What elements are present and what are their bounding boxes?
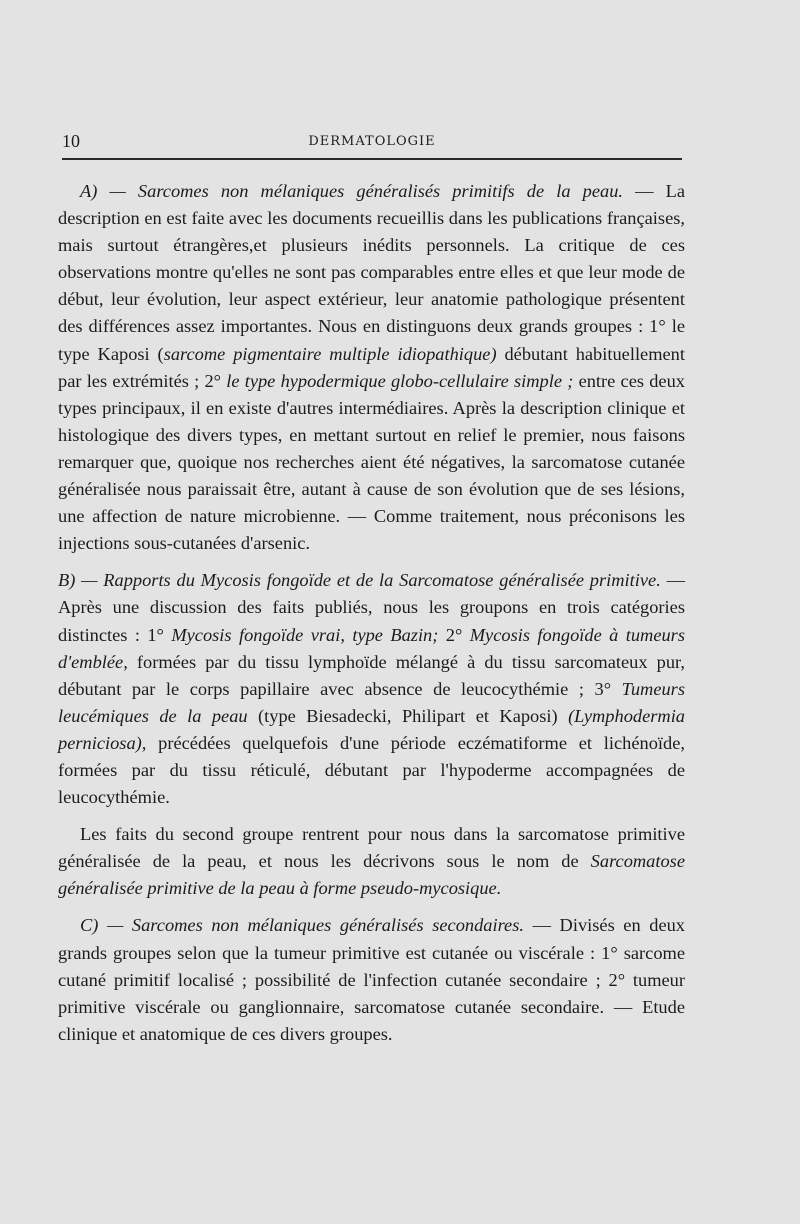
text-run: Les faits du second groupe rentrent pour nous dans la sarcomatose primitive généralisée de la peau, et nous les décrivons sous le nom de — [58, 824, 685, 872]
text-run: A) — Sarcomes non mélaniques généralisés primitifs de la peau. — [80, 181, 623, 201]
text-run: Mycosis fongoïde vrai, type Bazin; — [171, 624, 439, 645]
page-number: 10 — [62, 131, 80, 151]
text-run: Tumeurs leucémiques de la peau — [58, 678, 685, 726]
text-run: Mycosis fongoïde à tumeurs d'emblée, — [58, 624, 685, 672]
page-header — [62, 131, 682, 155]
text-run: sarcome pigmentaire multiple idiopathique) — [163, 343, 497, 364]
body-text — [58, 178, 685, 1058]
text-run: (type Biesadecki, Philipart et Kaposi) — [247, 705, 569, 726]
text-run: débutant habituellement par les extrémités ; 2° — [58, 343, 685, 391]
paragraph-second-group — [58, 821, 685, 902]
text-run: — Après une discussion des faits publiés, nous les groupons en trois catégories distinctes : 1° — [58, 570, 685, 645]
text-run: entre ces deux types principaux, il en existe d'autres intermédiaires. Après la description clinique et histologique des divers types, en mettant surtout en relief le premier, nous faisons remarquer que, quoique nos recherches aient été négatives, la sarcomatose cutanée généralisée nous paraissait être, autant à cause de son évolution que de ses lésions, une affection de nature microbienne. — Comme traitement, nous préconisons les injections sous-cutanées d'arsenic. — [58, 370, 685, 554]
text-run: B) — Rapports du Mycosis fongoïde et de la Sarcomatose généralisée primitive. — [58, 570, 661, 591]
text-run: le type hypodermique globo-cellulaire simple ; — [226, 370, 574, 391]
text-run: formées par du tissu lymphoïde mélangé à du tissu sarcomateux pur, débutant par le corps papillaire avec absence de leucocythémie ; 3° — [58, 651, 685, 699]
running-title: DERMATOLOGIE — [308, 134, 436, 149]
text-run: C) — Sarcomes non mélaniques généralisés secondaires. — [80, 915, 524, 936]
header-rule — [62, 158, 682, 160]
paragraph-a — [58, 178, 685, 557]
text-run: Sarcomatose généralisée primitive de la peau à forme pseudo-mycosique. — [58, 851, 685, 899]
text-run: — La description en est faite avec les documents recueillis dans les publications françaises, mais surtout étrangères,et plusieurs inédits personnels. La critique de ces observations montre qu'elles ne sont pas comparables entre elles et que leur mode de début, leur évolution, leur aspect extérieur, leur anatomie pathologique présentent des différences assez importantes. Nous en distinguons deux grands groupes : 1° le type Kaposi ( — [58, 181, 686, 364]
text-run: (Lymphodermia perniciosa), — [58, 705, 685, 753]
text-run: 2° — [438, 624, 470, 645]
paragraph-c — [58, 912, 685, 1047]
text-run: — Divisés en deux grands groupes selon que la tumeur primitive est cutanée ou viscérale : 1° sarcome cutané primitif localisé ; possibilité de l'infection cutanée secondaire ; 2° tumeur primitive viscérale ou ganglionnaire, sarcomatose cutanée secondaire. — Etude clinique et anatomique de ces divers groupes. — [58, 915, 686, 1044]
paragraph-b — [58, 567, 685, 811]
text-run: précédées quelquefois d'une période eczématiforme et lichénoïde, formées par du tissu réticulé, débutant par l'hypoderme accompagnées de leucocythémie. — [58, 732, 685, 808]
